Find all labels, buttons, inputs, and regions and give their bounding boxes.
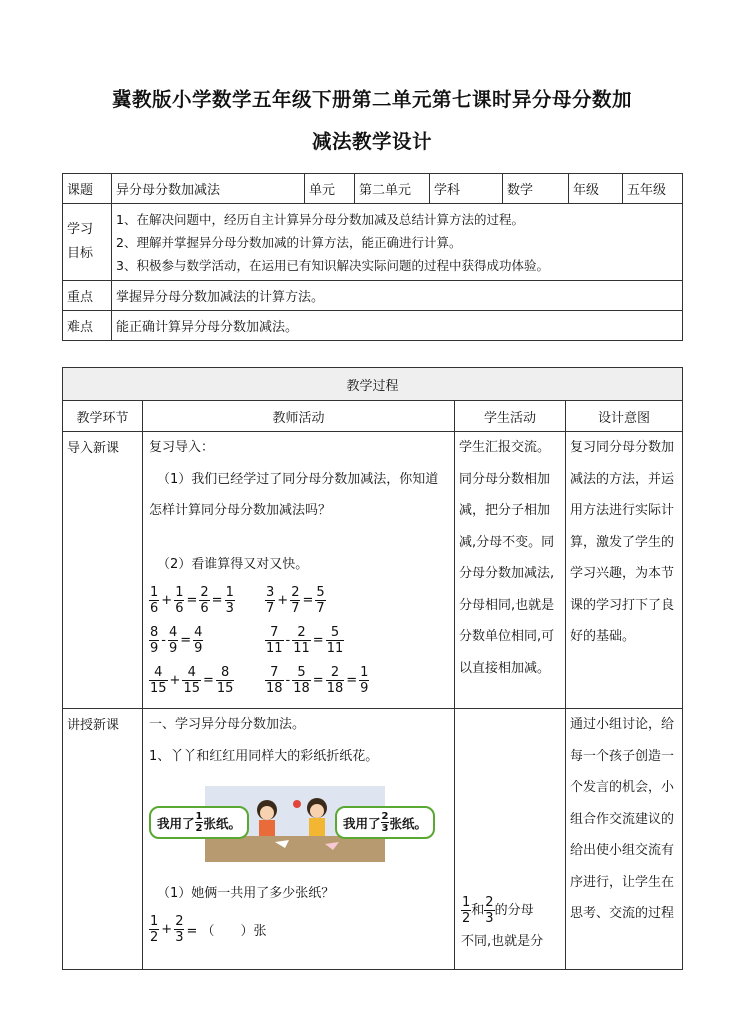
numerator: 4 bbox=[194, 624, 203, 640]
denominator: 18 bbox=[266, 680, 283, 696]
fraction bbox=[461, 895, 471, 926]
numerator: 8 bbox=[216, 665, 235, 681]
key-point-label: 重点 bbox=[63, 281, 112, 311]
goals-list bbox=[112, 204, 683, 281]
denominator: 18 bbox=[293, 680, 310, 696]
stage-new-lesson: 讲授新课 bbox=[63, 709, 143, 970]
numerator: 2 bbox=[200, 584, 209, 600]
denominator: 2 bbox=[150, 930, 159, 945]
teaching-process-table bbox=[62, 367, 683, 970]
numerator: 5 bbox=[316, 584, 325, 600]
denominator: 11 bbox=[326, 640, 344, 656]
denominator: 6 bbox=[150, 600, 159, 616]
fraction bbox=[149, 625, 159, 656]
fraction bbox=[174, 914, 184, 945]
equation bbox=[265, 625, 344, 656]
column-header-stage: 教学环节 bbox=[63, 401, 143, 432]
fraction bbox=[292, 665, 311, 696]
goals-label-line-2: 目标 bbox=[67, 246, 94, 261]
numerator: 4 bbox=[149, 665, 168, 681]
document-title-line-1: 冀教版小学数学五年级下册第二单元第七课时异分母分数加 bbox=[111, 88, 632, 111]
design-intent-new: 通过小组讨论，给每一个孩子创造一个发言的机会，小组合作交流建议的给出使小组交流有序进行，让学生在思考、交流的过程 bbox=[566, 709, 683, 970]
teacher-activity-new bbox=[143, 709, 455, 970]
denominator: 9 bbox=[194, 640, 203, 656]
denominator: 9 bbox=[150, 640, 159, 656]
fraction bbox=[315, 585, 325, 616]
teacher-activity-intro bbox=[143, 432, 455, 709]
fraction bbox=[326, 625, 345, 656]
topic-label: 课题 bbox=[63, 174, 112, 204]
denominator: 15 bbox=[183, 680, 200, 696]
difficulty-value: 能正确计算异分母分数加减法。 bbox=[112, 311, 683, 341]
denominator: 3 bbox=[225, 600, 234, 616]
operator: - bbox=[285, 672, 291, 688]
student-activity-intro: 学生汇报交流。同分母分数相加减，把分子相加减,分母不变。同分母分数加减法,分母相同,也就是分数单位相同,可以直接相加减。 bbox=[455, 432, 566, 709]
numerator: 2 bbox=[485, 895, 494, 910]
denominator: 3 bbox=[485, 911, 494, 926]
illustration-two-girls-folding-paper bbox=[149, 784, 439, 864]
denominator: 18 bbox=[326, 680, 344, 696]
fraction bbox=[381, 811, 390, 834]
operator: - bbox=[161, 632, 166, 648]
fraction bbox=[193, 625, 203, 656]
denominator: 6 bbox=[200, 600, 209, 616]
fraction bbox=[292, 625, 311, 656]
fraction bbox=[174, 585, 184, 616]
numerator: 7 bbox=[265, 665, 284, 681]
denominator: 2 bbox=[195, 823, 203, 834]
denominator: 11 bbox=[266, 640, 283, 656]
operator: = bbox=[211, 592, 223, 608]
student-text-1: 的分母 bbox=[494, 903, 534, 918]
operator: - bbox=[285, 632, 291, 648]
numerator: 1 bbox=[225, 584, 234, 600]
goals-label-line-1: 学习 bbox=[67, 222, 94, 237]
numerator: 2 bbox=[291, 584, 300, 600]
fraction bbox=[199, 585, 209, 616]
unit-label: 单元 bbox=[305, 174, 355, 204]
fraction bbox=[195, 811, 204, 834]
bubble-right-suffix: 张纸。 bbox=[389, 815, 427, 831]
denominator: 7 bbox=[316, 600, 325, 616]
operator: + bbox=[161, 592, 173, 608]
denominator: 7 bbox=[266, 600, 275, 616]
stage-intro: 导入新课 bbox=[63, 432, 143, 709]
equation bbox=[265, 665, 369, 696]
bubble-left-text: 我用了 bbox=[157, 815, 195, 831]
numerator: 1 bbox=[360, 664, 369, 680]
denominator: 6 bbox=[175, 600, 184, 616]
equation bbox=[149, 625, 265, 656]
fraction bbox=[149, 665, 168, 696]
operator: = bbox=[346, 672, 358, 688]
operator: + bbox=[277, 592, 289, 608]
denominator: 2 bbox=[462, 911, 471, 926]
numerator: 2 bbox=[381, 811, 389, 822]
design-intent-intro: 复习同分母分数加减法的方法，并运用方法进行实际计算，激发了学生的学习兴趣，为本节课的学习打下了良好的基础。 bbox=[566, 432, 683, 709]
bubble-left-suffix: 张纸。 bbox=[203, 815, 241, 831]
numerator: 4 bbox=[182, 665, 201, 681]
equation bbox=[265, 585, 326, 616]
student-new-text bbox=[461, 895, 561, 957]
numerator: 1 bbox=[462, 895, 471, 910]
numerator: 1 bbox=[175, 584, 184, 600]
goal-item: 1、在解决问题中，经历自主计算异分母分数加减及总结计算方法的过程。 bbox=[116, 211, 524, 227]
operator: = bbox=[312, 672, 324, 688]
column-header-intent: 设计意图 bbox=[566, 401, 683, 432]
denominator: 7 bbox=[291, 600, 300, 616]
goal-item: 2、理解并掌握异分母分数加减的计算方法，能正确进行计算。 bbox=[116, 234, 462, 250]
fraction bbox=[290, 585, 300, 616]
section-title: 一、学习异分母分数加法。 bbox=[149, 717, 306, 732]
numerator: 3 bbox=[266, 584, 275, 600]
fraction bbox=[326, 665, 345, 696]
operator: = bbox=[203, 672, 214, 688]
column-header-teacher: 教师活动 bbox=[143, 401, 455, 432]
operator: + bbox=[169, 672, 181, 688]
denominator: 11 bbox=[293, 640, 310, 656]
grade-value: 五年级 bbox=[623, 174, 683, 204]
bubble-right-text: 我用了 bbox=[343, 815, 381, 831]
process-header: 教学过程 bbox=[63, 368, 683, 401]
speech-bubble-right bbox=[335, 806, 435, 839]
numerator: 5 bbox=[326, 625, 345, 641]
numerator: 2 bbox=[175, 914, 184, 929]
operator: = bbox=[186, 592, 198, 608]
topic-value: 异分母分数加减法 bbox=[112, 174, 305, 204]
question-expression bbox=[149, 910, 448, 950]
unit-value: 第二单元 bbox=[355, 174, 430, 204]
numerator: 7 bbox=[265, 625, 284, 641]
numerator: 5 bbox=[292, 665, 311, 681]
fraction bbox=[265, 665, 284, 696]
goals-label bbox=[63, 204, 112, 281]
denominator: 15 bbox=[216, 680, 234, 696]
review-title: 复习导入： bbox=[149, 440, 215, 455]
numerator: 4 bbox=[168, 624, 178, 640]
operator: = bbox=[312, 632, 324, 648]
question-total-paper: （1）她俩一共用了多少张纸？ bbox=[157, 886, 335, 901]
numerator: 1 bbox=[150, 584, 159, 600]
denominator: 15 bbox=[150, 680, 167, 696]
fraction bbox=[168, 625, 178, 656]
denominator: 9 bbox=[168, 640, 178, 656]
document-title-line-2: 减法教学设计 bbox=[311, 130, 432, 153]
fraction bbox=[265, 585, 275, 616]
numerator: 1 bbox=[195, 811, 203, 822]
fraction bbox=[359, 665, 369, 696]
subject-label: 学科 bbox=[430, 174, 503, 204]
student-text-2: 不同,也就是分 bbox=[461, 934, 544, 949]
equation-grid bbox=[149, 580, 448, 700]
numerator: 2 bbox=[326, 665, 345, 681]
grade-label: 年级 bbox=[569, 174, 623, 204]
difficulty-label: 难点 bbox=[63, 311, 112, 341]
operator: = bbox=[302, 592, 314, 608]
speech-bubble-left bbox=[149, 806, 249, 839]
question-1: （1）我们已经学过了同分母分数加减法，你知道怎样计算同分母分数加减法吗？ bbox=[149, 471, 439, 518]
fraction bbox=[149, 914, 159, 945]
fraction bbox=[265, 625, 284, 656]
goal-item: 3、积极参与数学活动，在运用已有知识解决实际问题的过程中获得成功体验。 bbox=[116, 257, 549, 273]
denominator: 3 bbox=[381, 823, 389, 834]
fraction bbox=[216, 665, 235, 696]
operator: + bbox=[161, 922, 173, 937]
key-point-value: 掌握异分母分数加减法的计算方法。 bbox=[112, 281, 683, 311]
numerator: 2 bbox=[292, 625, 311, 641]
lesson-info-table bbox=[62, 173, 683, 341]
fraction bbox=[225, 585, 235, 616]
operator: = bbox=[180, 632, 192, 648]
fraction bbox=[182, 665, 201, 696]
answer-blank: = （ ）张 bbox=[186, 924, 267, 939]
fraction bbox=[149, 585, 159, 616]
column-header-student: 学生活动 bbox=[455, 401, 566, 432]
numerator: 1 bbox=[150, 914, 159, 929]
question-2: （2）看谁算得又对又快。 bbox=[157, 556, 309, 572]
denominator: 3 bbox=[175, 930, 184, 945]
numerator: 8 bbox=[150, 624, 159, 640]
equation bbox=[149, 585, 265, 616]
denominator: 9 bbox=[360, 680, 369, 696]
subject-value: 数学 bbox=[503, 174, 569, 204]
problem-statement: 1、丫丫和红红用同样大的彩纸折纸花。 bbox=[149, 748, 379, 764]
equation bbox=[149, 665, 265, 696]
student-activity-new bbox=[455, 709, 566, 970]
fraction bbox=[484, 895, 494, 926]
student-he: 和 bbox=[471, 903, 485, 918]
